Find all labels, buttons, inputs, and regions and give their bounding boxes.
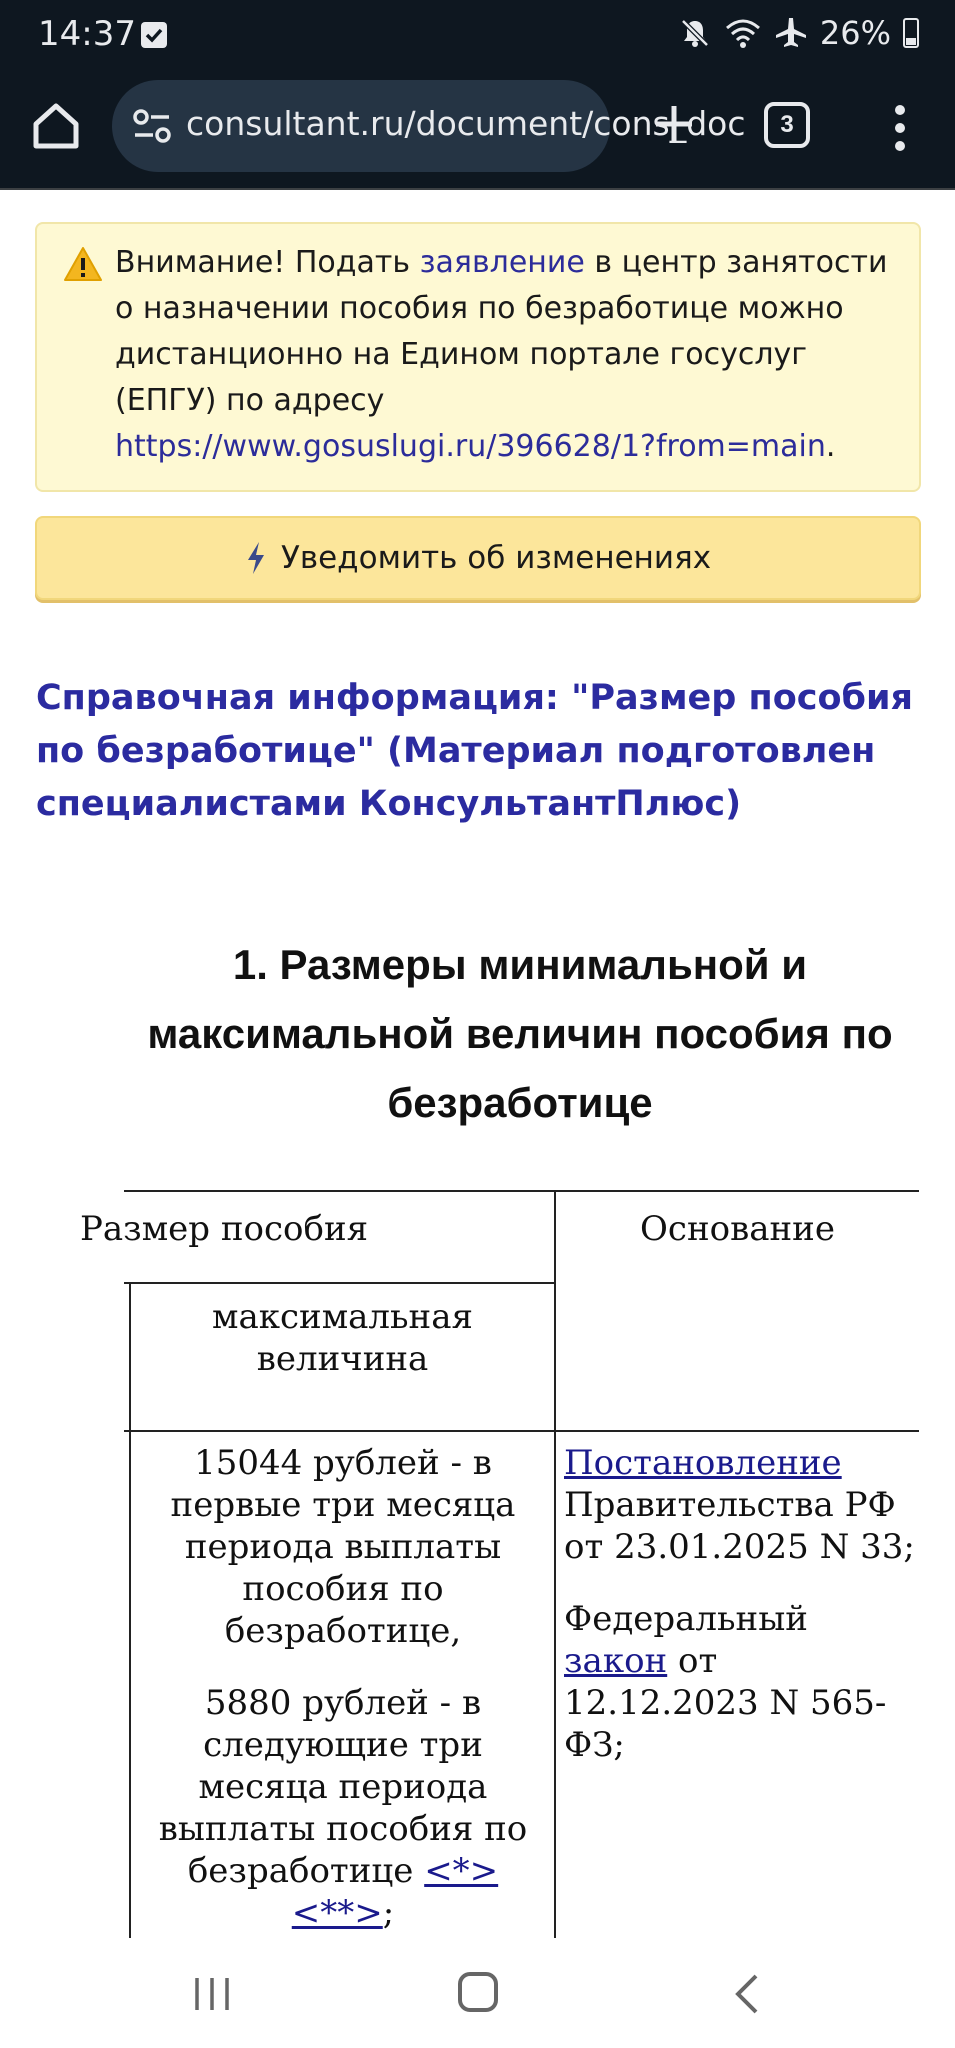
federal-law-text-end: от 12.12.2023 N 565-ФЗ;	[564, 1641, 887, 1765]
table-subheader-max-label: максимальная величина	[212, 1297, 473, 1379]
table-subheader-max	[131, 1296, 554, 1380]
table-line	[554, 1190, 556, 1938]
battery-percent: 26%	[819, 14, 891, 52]
mute-icon	[678, 16, 712, 50]
resolution-text: Правительства РФ от 23.01.2025 N 33;	[564, 1485, 915, 1567]
table-line	[129, 1282, 131, 1938]
max-amount-first-period: 15044 рублей - в первые три месяца периода выплаты пособия по безработице,	[170, 1443, 516, 1651]
alert-text-start: Внимание! Подать	[115, 245, 420, 280]
max-amount-second-end: ;	[382, 1893, 395, 1933]
table-header-basis-label: Основание	[640, 1209, 835, 1249]
alert-text-middle: в центр занятости о назначении пособия по безработице можно дистанционно на Едином портале госуслуг (ЕПГУ) по адресу	[115, 245, 888, 418]
footnote-link-2[interactable]: <**>	[291, 1893, 383, 1933]
notify-changes-label: Уведомить об изменениях	[280, 540, 712, 576]
browser-toolbar	[0, 72, 955, 190]
plus-icon[interactable]	[646, 96, 702, 152]
alert-banner	[35, 222, 921, 492]
airplane-icon	[774, 16, 808, 50]
table-cell-basis	[564, 1442, 919, 1796]
status-icons	[678, 14, 919, 52]
section-heading: 1. Размеры минимальной и максимальной величин пособия по безработице	[147, 941, 893, 1126]
law-link[interactable]: закон	[564, 1641, 668, 1681]
alert-text	[115, 240, 915, 470]
gosuslugi-link[interactable]: https://www.gosuslugi.ru/396628/1?from=main	[115, 429, 826, 464]
home-icon[interactable]	[28, 98, 84, 154]
tabs-icon[interactable]: 3	[764, 102, 810, 148]
url-text[interactable]: consultant.ru/document/cons_doc	[186, 104, 746, 143]
table-line	[124, 1282, 555, 1284]
status-bar	[0, 0, 955, 72]
back-icon[interactable]	[732, 1972, 762, 2016]
resolution-link[interactable]: Постановление	[564, 1443, 842, 1483]
wifi-icon	[724, 16, 762, 50]
recents-icon[interactable]	[192, 1976, 232, 2012]
home-nav-icon[interactable]	[458, 1972, 498, 2012]
table-cell-max-amount	[138, 1442, 548, 1964]
system-nav-bar	[0, 1938, 955, 2048]
table-line	[124, 1190, 919, 1192]
table-header-basis	[556, 1208, 919, 1250]
check-notification-icon	[141, 22, 167, 48]
address-bar[interactable]	[112, 80, 746, 172]
notify-changes-button[interactable]	[35, 516, 921, 600]
battery-icon	[903, 18, 919, 48]
basis-resolution	[564, 1442, 919, 1568]
lightning-icon	[245, 541, 267, 575]
table-header-size	[80, 1208, 368, 1250]
basis-federal-law	[564, 1598, 919, 1766]
alert-text-end: .	[825, 429, 836, 464]
more-vert-icon[interactable]	[880, 100, 920, 156]
federal-law-text-start: Федеральный	[564, 1599, 808, 1639]
reference-info-link[interactable]: Справочная информация: "Размер пособия по безработице" (Материал подготовлен специалистами КонсультантПлюс)	[36, 678, 913, 824]
max-amount-second-text: 5880 рублей - в следующие три месяца периода выплаты пособия по безработице	[158, 1683, 528, 1891]
footnote-link-1[interactable]: <*>	[424, 1851, 499, 1891]
status-time: 14:37	[38, 14, 136, 54]
table-header-size-label: Размер пособия	[80, 1209, 369, 1249]
application-link[interactable]: заявление	[419, 245, 585, 280]
benefit-table	[80, 1190, 919, 1938]
max-amount-second-period	[138, 1682, 548, 1934]
table-line	[124, 1430, 919, 1432]
warning-icon	[63, 246, 103, 282]
site-settings-icon[interactable]	[132, 107, 172, 145]
